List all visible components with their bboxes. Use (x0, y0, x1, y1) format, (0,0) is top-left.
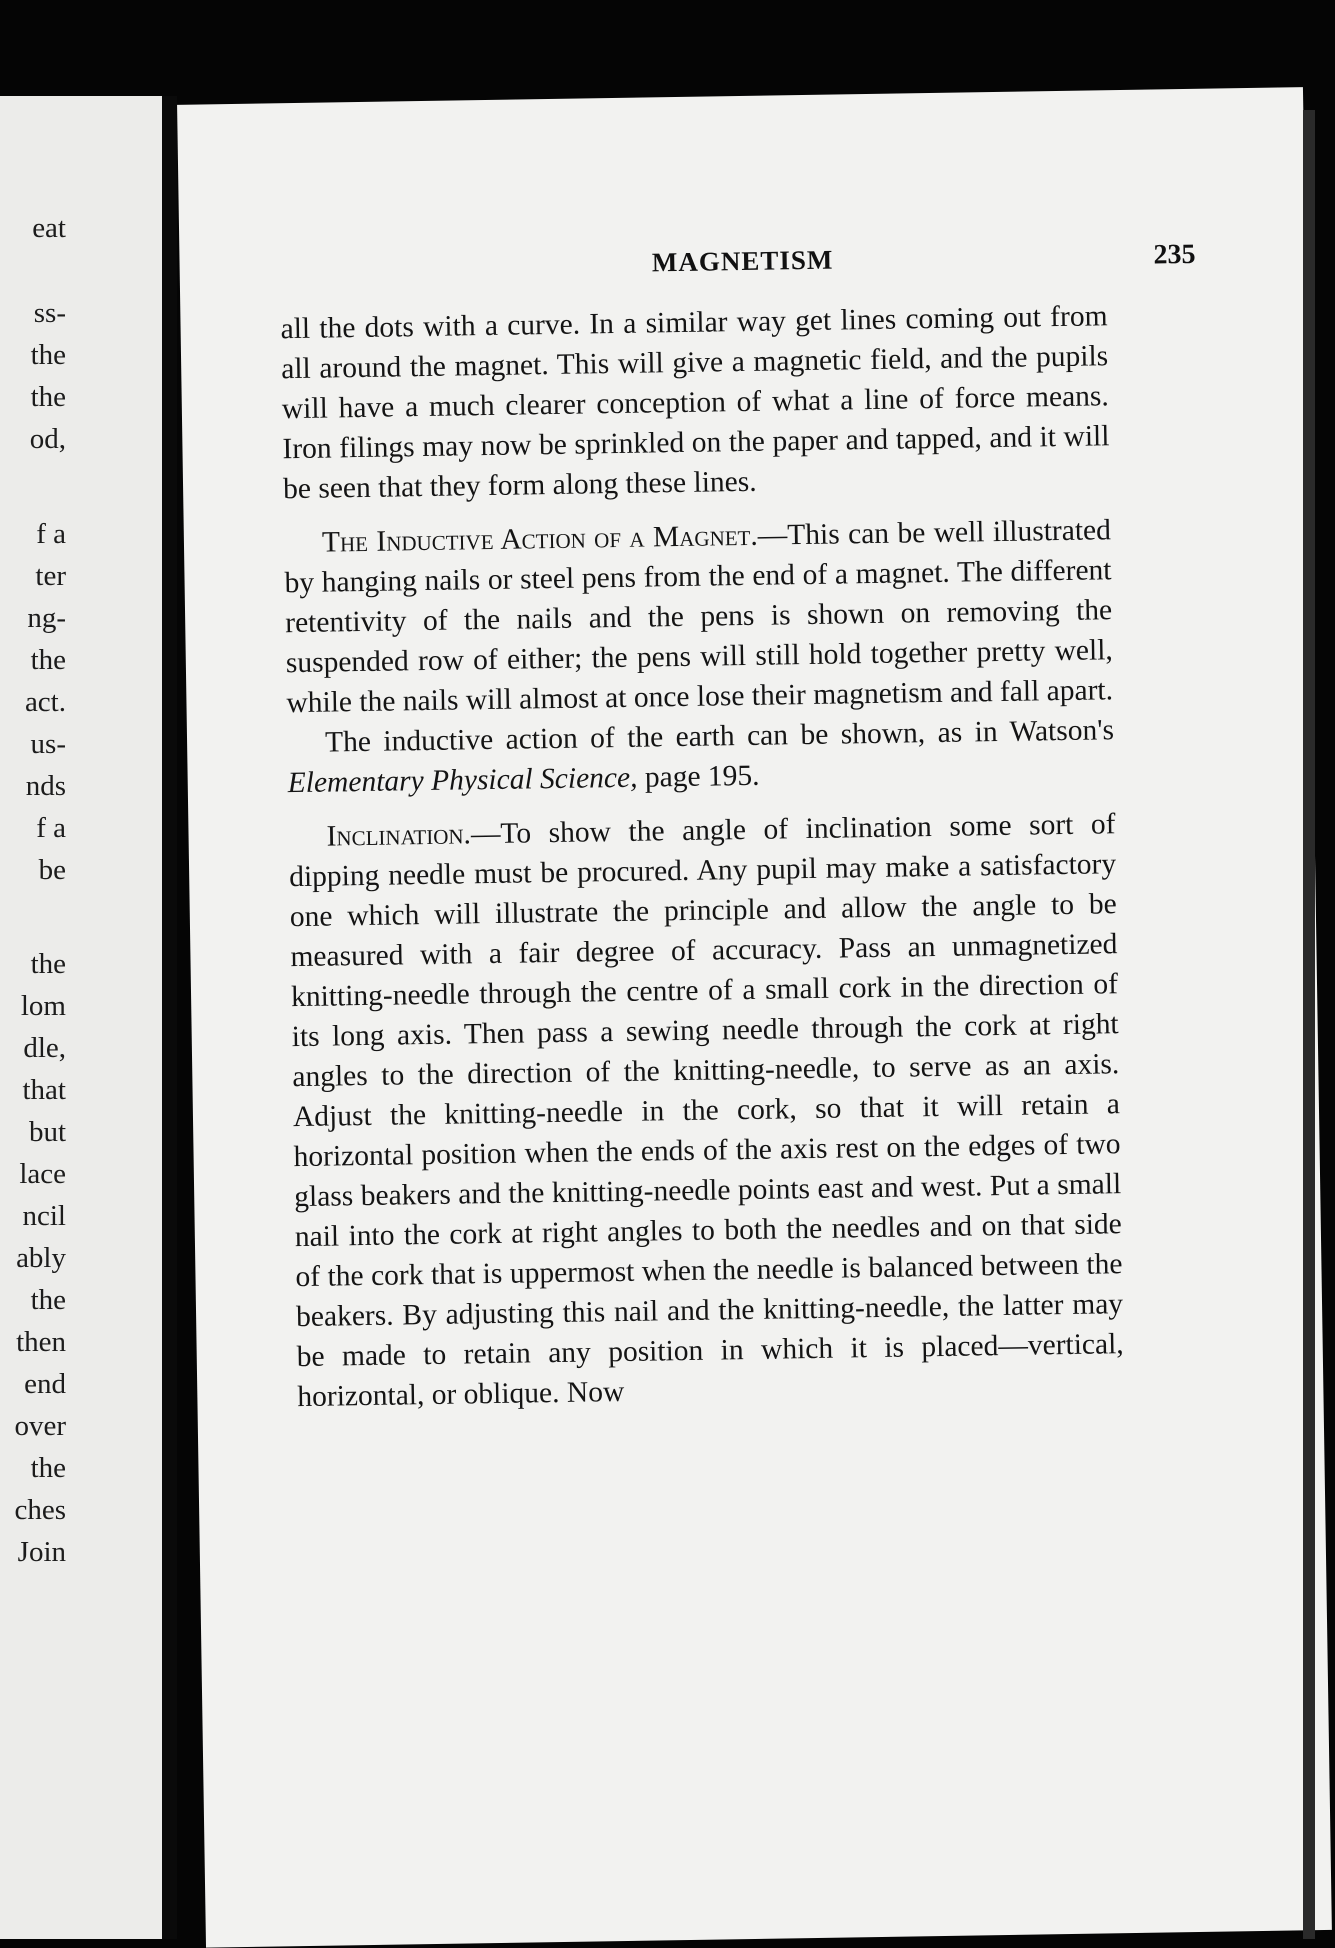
left-page-fragment: eat (32, 212, 66, 244)
left-page-fragment: then (16, 1326, 66, 1358)
book-gutter (162, 96, 177, 1939)
left-page-fragment: ss- (33, 297, 66, 329)
left-page-fragment: us- (30, 728, 66, 760)
left-page-fragment: over (14, 1410, 66, 1442)
left-page-fragment: that (22, 1074, 66, 1106)
left-page-fragment: lace (19, 1158, 66, 1190)
left-page-fragment: ches (14, 1494, 66, 1526)
left-page-fragment: lom (20, 990, 66, 1022)
left-page-fragment: be (38, 854, 66, 886)
right-page (177, 87, 1332, 1947)
left-page-fragment: act. (24, 686, 66, 718)
paragraph-2-text: —This can be well illustrated by hanging nails or steel pens from the end of a magnet. The different retentivity of the nails and the pens is shown on removing the suspended row of either; the pens will still hold together pretty well, while the nails will almost at once lose their magnetism and fall apart. (284, 514, 1114, 720)
page-header (179, 237, 1305, 295)
left-page-fragment: ncil (22, 1200, 66, 1232)
paragraph-4-text: —To show the angle of inclination some sort of dipping needle must be procured. Any pupil may make a satisfactory one which will illustrate the principle and allow the angle to be measured with a fair degree of accuracy. Pass an unmagnetized knitting-needle through the centre of a small cork in the direction of its long axis. Then pass a sewing needle through the cork at right angles to the direction of the knitting-needle, to serve as an axis. Adjust the knitting-needle in the cork, so that it will retain a horizontal position when the ends of the axis rest on the edges of two glass beakers and the knitting-needle points east and west. Put a small nail into the cork at right angles to both the needles and on that side of the cork that is uppermost when the needle is balanced between the beakers. By adjusting this nail and the knitting-needle, the latter may be made to retain any position in which it is placed—vertical, horizontal, or oblique. Now (288, 808, 1124, 1414)
left-page-fragment: the (30, 948, 66, 980)
left-page-fragment: the (30, 339, 66, 371)
left-page-fragment: f a (36, 812, 66, 844)
paragraph-3-text-after: page 195. (637, 759, 760, 794)
page-number: 235 (1153, 238, 1196, 271)
left-page-fragment: dle, (23, 1032, 66, 1064)
paragraph-1: all the dots with a curve. In a similar way get lines coming out from all around the magnet. This will give a magnetic field, and the pupils will have a much clearer conception of what a line of force means. Iron filings may now be sprinkled on the paper and tapped, and it will be seen that they form along these lines. (280, 300, 1110, 506)
paragraph-3 (287, 710, 1115, 803)
left-page-fragment: ably (16, 1242, 66, 1274)
left-page-fragment: end (24, 1368, 66, 1400)
left-page-fragment: ng- (27, 602, 66, 634)
left-page-fragment: but (28, 1116, 66, 1148)
section-heading-inclination: Inclination. (326, 818, 472, 853)
left-page-fragment: f a (36, 518, 66, 550)
left-page-fragment: ter (35, 560, 66, 592)
book-reference: Elementary Physical Science, (287, 761, 638, 800)
section-heading-inductive-action: The Inductive Action of a Magnet. (321, 519, 759, 559)
left-page-fragment: the (30, 644, 66, 676)
paragraph-2 (284, 510, 1114, 723)
left-page-fragment: the (30, 1452, 66, 1484)
running-head: MAGNETISM (651, 244, 834, 278)
left-page-fragment: the (30, 381, 66, 413)
paragraph-3-text-before: The inductive action of the earth can be shown, as in Watson's (324, 714, 1115, 759)
left-page-fragment: nds (25, 770, 66, 802)
page-body (280, 296, 1124, 1417)
left-page (0, 96, 162, 1939)
page-edge-shadow (1303, 110, 1315, 1939)
paragraph-4 (288, 804, 1124, 1417)
left-page-fragment: Join (17, 1536, 66, 1568)
left-page-fragment: od, (29, 423, 66, 455)
left-page-fragment: the (30, 1284, 66, 1316)
